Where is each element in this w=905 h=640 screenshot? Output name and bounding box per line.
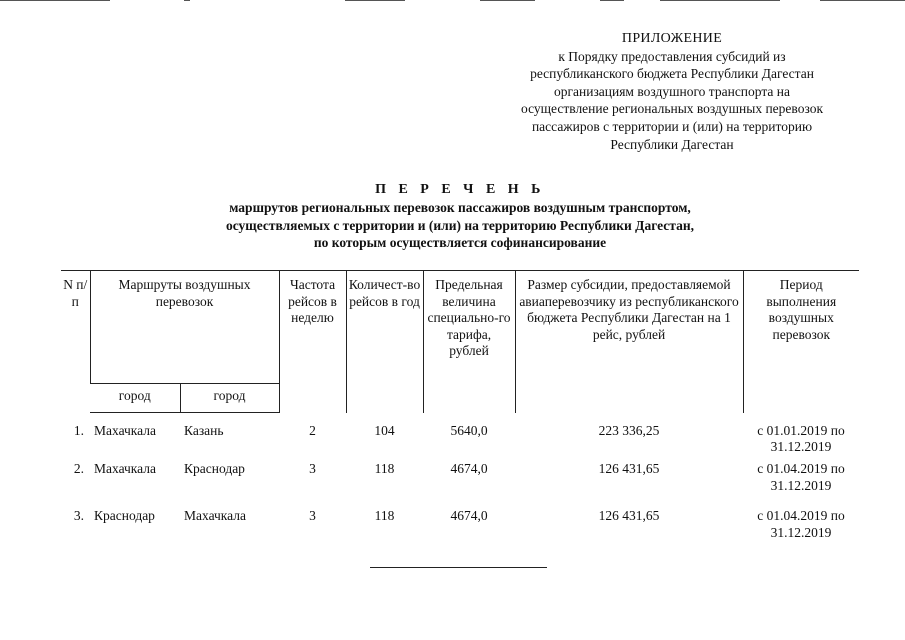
appendix-title: ПРИЛОЖЕНИЕ: [621, 31, 723, 46]
appendix-line: республиканского бюджета Республики Дагестан: [530, 66, 814, 82]
scan-edge-marks: [0, 0, 905, 3]
header-tariff: Предельная величина специально-го тарифа, рублей: [423, 271, 515, 413]
appendix-line: Республики Дагестан: [610, 136, 734, 152]
header-frequency: Частота рейсов в неделю: [279, 271, 346, 413]
heading-word: П Е Р Е Ч Е Н Ь: [375, 182, 545, 197]
yearly-flights: 104: [374, 422, 395, 438]
appendix-block: [500, 30, 844, 153]
yearly-flights: 118: [374, 461, 395, 476]
period: с 01.01.2019 по 31.12.2019: [757, 422, 845, 455]
header-num: N п/п: [61, 271, 90, 413]
city-from: Краснодар: [94, 508, 155, 523]
row-number: 2.: [73, 461, 84, 476]
period: с 01.04.2019 по 31.12.2019: [757, 461, 845, 493]
heading-line: маршрутов региональных перевозок пассажиров воздушным транспортом,: [229, 200, 691, 216]
appendix-line: организациям воздушного транспорта на: [553, 83, 791, 99]
row-number: 3.: [73, 508, 84, 523]
subsidy-amount: 126 431,65: [598, 461, 660, 476]
city-from: Махачкала: [94, 461, 157, 476]
weekly-frequency: 2: [309, 422, 316, 438]
document-heading: [150, 181, 770, 252]
header-city-to: город: [180, 384, 279, 413]
header-city-from: город: [90, 384, 180, 413]
city-to: Краснодар: [184, 461, 245, 476]
routes-table: [61, 270, 859, 555]
max-tariff: 4674,0: [450, 461, 488, 476]
heading-line: по которым осуществляется софинансирование: [313, 235, 607, 251]
city-from: Махачкала: [94, 423, 157, 438]
appendix-line: пассажиров с территории и (или) на территорию: [531, 118, 813, 134]
table-row: [61, 413, 859, 462]
row-number: 1.: [73, 422, 84, 438]
subsidy-amount: 126 431,65: [598, 508, 660, 523]
appendix-line: осуществление региональных воздушных перевозок: [520, 101, 824, 117]
max-tariff: 4674,0: [450, 508, 488, 523]
table-row: [61, 508, 859, 555]
yearly-flights: 118: [374, 508, 395, 523]
header-flights-per-year: Количест-во рейсов в год: [346, 271, 423, 413]
appendix-line: к Порядку предоставления субсидий из: [558, 48, 786, 64]
weekly-frequency: 3: [309, 508, 316, 523]
period: с 01.04.2019 по 31.12.2019: [757, 508, 845, 540]
weekly-frequency: 3: [309, 461, 316, 476]
closing-rule: [370, 567, 547, 568]
max-tariff: 5640,0: [450, 422, 488, 438]
city-to: Казань: [184, 423, 224, 438]
header-subsidy: Размер субсидии, предоставляемой авиаперевозчику из республиканского бюджета Республики Дагестан на 1 рейс, рублей: [515, 271, 743, 413]
heading-line: осуществляемых с территории и (или) на территорию Республики Дагестан,: [225, 217, 695, 233]
table-row: [61, 461, 859, 508]
header-period: Период выполнения воздушных перевозок: [743, 271, 859, 413]
subsidy-amount: 223 336,25: [598, 422, 660, 438]
header-routes: Маршруты воздушных перевозок: [90, 271, 279, 384]
city-to: Махачкала: [184, 508, 247, 523]
